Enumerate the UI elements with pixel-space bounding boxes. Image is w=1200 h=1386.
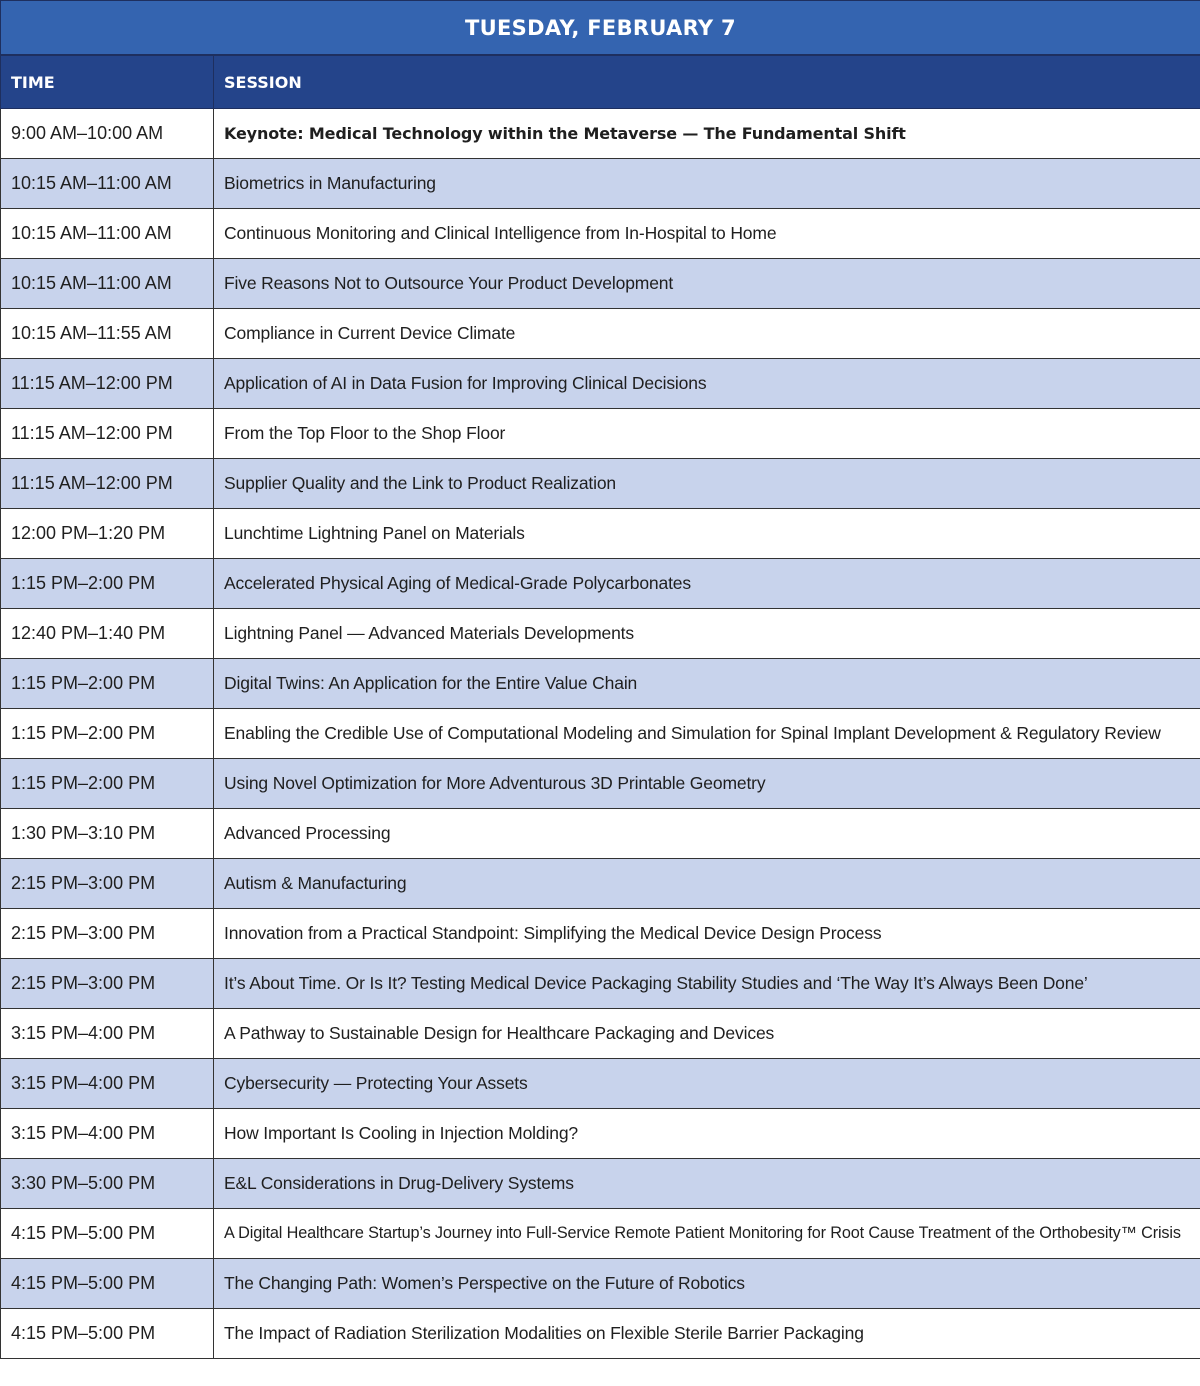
session-title: E&L Considerations in Drug-Delivery Systems	[214, 1159, 1200, 1209]
session-title: It’s About Time. Or Is It? Testing Medical Device Packaging Stability Studies and ‘The Way It’s Always Been Done’	[214, 959, 1200, 1009]
session-title: Compliance in Current Device Climate	[214, 309, 1200, 359]
session-time: 2:15 PM–3:00 PM	[1, 859, 214, 909]
schedule-body	[1, 109, 1200, 1359]
table-row	[1, 509, 1200, 559]
session-title: A Pathway to Sustainable Design for Healthcare Packaging and Devices	[214, 1009, 1200, 1059]
session-time: 1:15 PM–2:00 PM	[1, 709, 214, 759]
time-column-header: TIME	[1, 55, 214, 109]
session-time: 4:15 PM–5:00 PM	[1, 1209, 214, 1259]
table-row	[1, 1259, 1200, 1309]
session-column-header: SESSION	[214, 55, 1200, 109]
session-time: 3:15 PM–4:00 PM	[1, 1009, 214, 1059]
session-title: Application of AI in Data Fusion for Improving Clinical Decisions	[214, 359, 1200, 409]
session-title: How Important Is Cooling in Injection Molding?	[214, 1109, 1200, 1159]
session-time: 10:15 AM–11:00 AM	[1, 209, 214, 259]
title-row	[1, 1, 1200, 56]
session-title: From the Top Floor to the Shop Floor	[214, 409, 1200, 459]
session-title: Cybersecurity — Protecting Your Assets	[214, 1059, 1200, 1109]
table-row	[1, 559, 1200, 609]
session-title: Accelerated Physical Aging of Medical-Grade Polycarbonates	[214, 559, 1200, 609]
session-time: 12:00 PM–1:20 PM	[1, 509, 214, 559]
table-row	[1, 609, 1200, 659]
session-title: Autism & Manufacturing	[214, 859, 1200, 909]
table-row	[1, 409, 1200, 459]
table-row	[1, 309, 1200, 359]
session-time: 2:15 PM–3:00 PM	[1, 909, 214, 959]
session-title: Biometrics in Manufacturing	[214, 159, 1200, 209]
table-row	[1, 159, 1200, 209]
session-title: Keynote: Medical Technology within the Metaverse — The Fundamental Shift	[214, 109, 1200, 159]
session-title: A Digital Healthcare Startup’s Journey into Full-Service Remote Patient Monitoring for Root Cause Treatment of the Orthobesity™ Crisis	[214, 1209, 1200, 1259]
session-time: 3:15 PM–4:00 PM	[1, 1109, 214, 1159]
table-row	[1, 959, 1200, 1009]
session-time: 11:15 AM–12:00 PM	[1, 359, 214, 409]
table-row	[1, 1059, 1200, 1109]
session-time: 3:30 PM–5:00 PM	[1, 1159, 214, 1209]
table-row	[1, 859, 1200, 909]
session-time: 2:15 PM–3:00 PM	[1, 959, 214, 1009]
session-time: 4:15 PM–5:00 PM	[1, 1309, 214, 1359]
session-time: 12:40 PM–1:40 PM	[1, 609, 214, 659]
table-row	[1, 359, 1200, 409]
table-row	[1, 209, 1200, 259]
session-time: 1:15 PM–2:00 PM	[1, 759, 214, 809]
session-title: Using Novel Optimization for More Adventurous 3D Printable Geometry	[214, 759, 1200, 809]
session-title: Continuous Monitoring and Clinical Intelligence from In-Hospital to Home	[214, 209, 1200, 259]
session-time: 4:15 PM–5:00 PM	[1, 1259, 214, 1309]
session-time: 3:15 PM–4:00 PM	[1, 1059, 214, 1109]
table-row	[1, 709, 1200, 759]
session-title: Advanced Processing	[214, 809, 1200, 859]
table-row	[1, 259, 1200, 309]
session-title: Lunchtime Lightning Panel on Materials	[214, 509, 1200, 559]
table-row	[1, 1209, 1200, 1259]
session-title: Supplier Quality and the Link to Product Realization	[214, 459, 1200, 509]
table-row	[1, 1009, 1200, 1059]
table-row	[1, 459, 1200, 509]
session-time: 10:15 AM–11:00 AM	[1, 159, 214, 209]
table-row	[1, 1109, 1200, 1159]
table-row	[1, 659, 1200, 709]
table-row	[1, 1159, 1200, 1209]
session-time: 11:15 AM–12:00 PM	[1, 459, 214, 509]
column-header-row	[1, 55, 1200, 109]
session-title: Innovation from a Practical Standpoint: Simplifying the Medical Device Design Process	[214, 909, 1200, 959]
session-title: The Impact of Radiation Sterilization Modalities on Flexible Sterile Barrier Packaging	[214, 1309, 1200, 1359]
session-time: 1:15 PM–2:00 PM	[1, 559, 214, 609]
table-row	[1, 909, 1200, 959]
table-row	[1, 1309, 1200, 1359]
table-row	[1, 809, 1200, 859]
session-time: 10:15 AM–11:55 AM	[1, 309, 214, 359]
session-title: Lightning Panel — Advanced Materials Developments	[214, 609, 1200, 659]
session-title: Digital Twins: An Application for the Entire Value Chain	[214, 659, 1200, 709]
session-title: Five Reasons Not to Outsource Your Product Development	[214, 259, 1200, 309]
session-time: 10:15 AM–11:00 AM	[1, 259, 214, 309]
session-time: 11:15 AM–12:00 PM	[1, 409, 214, 459]
session-time: 1:15 PM–2:00 PM	[1, 659, 214, 709]
session-time: 1:30 PM–3:10 PM	[1, 809, 214, 859]
session-time: 9:00 AM–10:00 AM	[1, 109, 214, 159]
session-title: Enabling the Credible Use of Computational Modeling and Simulation for Spinal Implant Development & Regulatory Review	[214, 709, 1200, 759]
table-row	[1, 759, 1200, 809]
session-title: The Changing Path: Women’s Perspective on the Future of Robotics	[214, 1259, 1200, 1309]
table-row	[1, 109, 1200, 159]
schedule-title: TUESDAY, FEBRUARY 7	[1, 1, 1200, 56]
